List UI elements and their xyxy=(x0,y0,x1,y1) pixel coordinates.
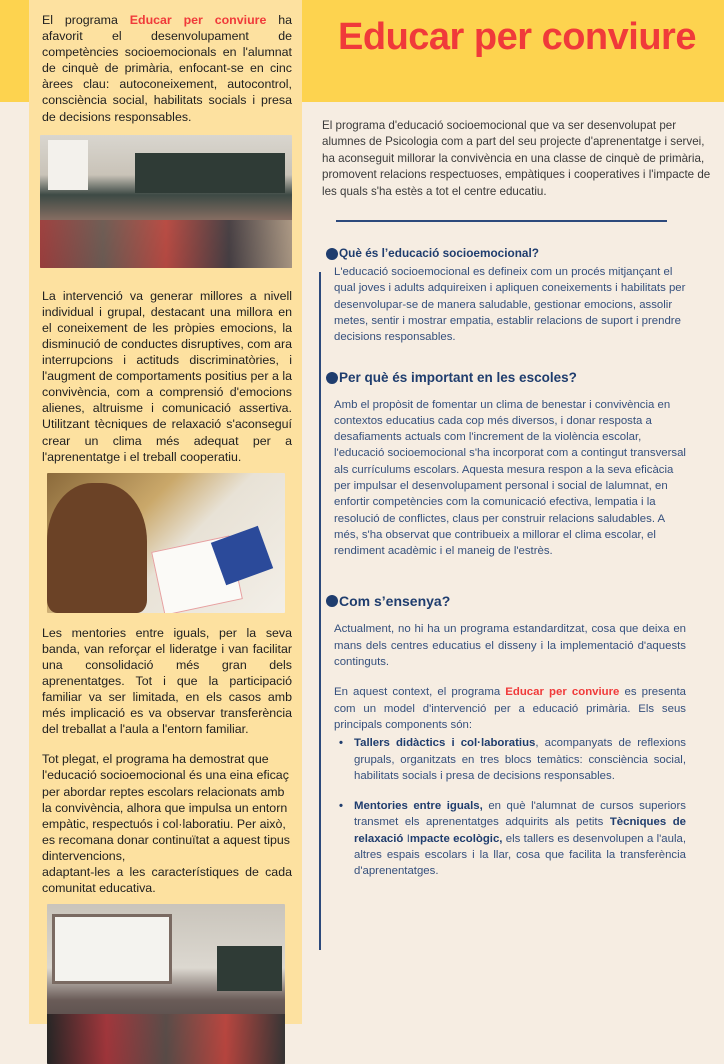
left-paragraph-conclusion-end: adaptant-les a les característiques de cada comunitat educativa. xyxy=(42,865,292,896)
timeline-dot xyxy=(326,248,338,260)
left-paragraph-mentoring: Les mentories entre iguals, per la seva banda, van reforçar el lideratge i van facilitar una consolidació més gran dels aprenentatges. Tot i que la participació familiar va ser limitada, en els casos amb més implicació es va observar transferència del treballat a l'aula a l'entorn familiar. xyxy=(42,625,292,737)
section-text-what: L'educació socioemocional es defineix com un procés mitjançant el qual joves i adults adquireixen i apliquen coneixements i habilitats per desenvolupar-se de manera saludable, gestionar emocions, assolir metes, sentir i mostrar empatia, establir relacions de suport i prendre decisions responsables. xyxy=(334,266,686,344)
section-how xyxy=(334,593,686,879)
program-name-highlight: Educar per conviure xyxy=(505,686,620,699)
list-item: • Mentories entre iguals, en què l'alumnat de cursos superiors transmet els aprenentatges adquirits als petits Tècniques de relaxació Impacte ecològic, els tallers es desenvolupen a l'aula, altres espais escolars i la llar, cosa que facilita la transferència d'aprenentatges. xyxy=(334,798,686,879)
left-column xyxy=(42,12,292,1064)
intro-paragraph: El programa d'educació socioemocional que va ser desenvolupat per alumnes de Psicologia com a part del seu projecte d'aprenentatge i servei, ha aconseguit millorar la convivència en una classe de cinquè de primària, promovent relacions respectuoses, empàtiques i cooperatives i l'impacte de les quals s'ha estès a tot el centre educatiu. xyxy=(322,119,711,198)
left-paragraph-results: La intervenció va generar millores a nivell individual i grupal, destacant una millora en el coneixement de les pròpies emocions, la disminució de conductes disruptives, com ara interrupcions i actituds discriminatòries, i l'augment de comportaments positius per a la convivència, com a comprensió d'emocions alienes, altruisme i comunicació assertiva. Utilitzant tècniques de relaxació s'aconseguí crear un clima més adequat per a l'aprenentatge i el treball cooperatiu. xyxy=(42,288,292,464)
classroom-photo-1 xyxy=(40,135,292,268)
page-title: Educar per conviure xyxy=(338,16,696,58)
student-drawing-photo xyxy=(47,473,285,613)
classroom-photo-2 xyxy=(47,904,285,1064)
section-text-why: Amb el propòsit de fomentar un clima de benestar i convivència en contextos educatius cada cop més diversos, i donar resposta a desafiaments actuals com l'increment de la violència escolar, l'educació socioemocional s'ha incorporat com a contingut transversal als currículums escolars. Aquesta mesura respon a la seva eficàcia per impulsar el desenvolupament personal i social de lalumnat, en enfortir competències com la comunicació efectiva, lempatia i la resolució de conflictes, claus per construir relacions saludables. A més, s'ha observat que contribueix a millorar el clima escolar, el rendiment acadèmic i el maneig de l'estrès. xyxy=(334,398,686,558)
section-heading-what: Què és l’educació socioemocional? xyxy=(339,246,539,261)
section-text-how: Actualment, no hi ha un programa estandarditzat, cosa que deixa en mans dels centres educatius el disseny i la implementació d'aquests continguts. xyxy=(334,623,686,669)
left-paragraph-conclusion: Tot plegat, el programa ha demostrat que l'educació socioemocional és una eina eficaç per abordar reptes escolars relacionats amb la convivència, alhora que impulsa un entorn empàtic, respectuós i col·laboratiu. Per això, es recomana donar continuïtat a aquest tipus dintervencions, xyxy=(42,752,290,863)
timeline-dot xyxy=(326,595,338,607)
divider xyxy=(336,220,667,222)
section-why xyxy=(334,370,686,560)
program-name-highlight: Educar per conviure xyxy=(129,13,267,27)
section-what xyxy=(334,246,686,345)
section-heading-why: Per què és important en les escoles? xyxy=(339,369,577,385)
right-column xyxy=(322,118,714,894)
timeline-line xyxy=(319,272,321,950)
components-list xyxy=(334,735,686,879)
section-heading-how: Com s’ensenya? xyxy=(339,593,451,610)
section-text-how-program: En aquest context, el programa Educar per conviure es presenta com un model d'intervenció per a educació primària. Els seus principals components són: xyxy=(334,686,686,731)
left-paragraph-intro: El programa Educar per conviure ha afavorit el desenvolupament de competències socioemocionals en l'alumnat de cinquè de primària, enfocant-se en cinc àrees clau: autoconeixement, autocontrol, consciència social, habilitats socials i presa de decisions responsables. xyxy=(42,13,292,124)
timeline-dot xyxy=(326,372,338,384)
list-item: • Tallers didàctics i col·laboratius, acompanyats de reflexions grupals, organitzats en tres blocs temàtics: consciència social, habilitats socials i presa de decisions responsables. xyxy=(334,735,686,784)
